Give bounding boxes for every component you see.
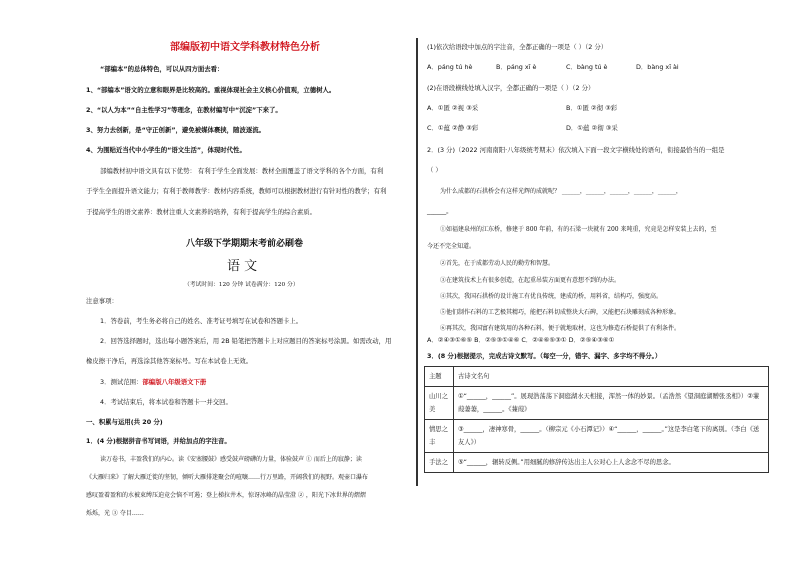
passage-line: 烁烁，光 ③ 夺目…… [86, 510, 144, 517]
advantages-line: 于学生全面提升语文能力；有利于教师教学：教材内容系统，教师可以根据教材进行有针对性的教学；有利 [86, 187, 387, 195]
question-2-paren: （ ） [427, 166, 442, 174]
q2-sentence: 今还不完全知道。 [427, 243, 476, 250]
point: 4、为围贴近当代中小学生的“语文生活”，体现时代性。 [86, 146, 246, 154]
q1-1-option-c: C．bàng tú è [566, 63, 608, 71]
q2-sentence: ④其次，我国石拱桥的设计施工有优良传统，建成的桥，用料省，结构巧，强度高。 [440, 293, 663, 300]
table-header-row [425, 367, 769, 387]
table-row [425, 420, 769, 453]
q1-1-option-d: D．bàng xī ài [636, 63, 679, 71]
table-row [425, 387, 769, 420]
question-1-1: (1)依次给语段中加点的字注音，全都正确的一项是（ ）（2 分） [427, 43, 608, 51]
q1-2-option-a: A．①匿 ②视 ③采 [427, 104, 479, 112]
q2-sentence: ②首先，在于成都劳动人民的勤劳和智慧。 [440, 260, 555, 267]
row-content: ③______，凄神寒骨，______。（柳宗元《小石潭记》）④“______，______。”这是李白笔下的离别。（李白《送友人》） [454, 420, 769, 453]
passage-line: 感叹盈着盈和的水被束缚压迫竟会恼不可遏；登上梯拉井木，惊讶冰峰的晶莹澄 ② ，阳光下冰世界的熠熠 [86, 492, 366, 499]
notice-3-label: 3．测试范围： [100, 378, 143, 386]
intro: “部编本”的总体特色，可以从四方面去看： [100, 65, 224, 73]
point: 1、“部编本”语文的立意和眼界是比较高的。重视体现社会主义核心价值观，立德树人。 [86, 86, 336, 94]
row-content: ⑤“______，辗转反侧。”用细腻的修辞传达出主人公对心上人念念不尽的思念。 [454, 453, 769, 473]
row-theme: 山川之美 [425, 387, 454, 420]
q1-2-option-d: D．①蕴 ②彻 ③采 [566, 124, 618, 132]
q2-sentence: ①如福建泉州的江东桥，修建于 800 年前，有的石梁一块就有 200 来吨重，究竟是怎样安装上去的，至 [440, 226, 717, 233]
question-3: 3．(8 分)根据提示，完成古诗文默写。（每空一分，错字、漏字、多字均不得分。） [427, 352, 662, 360]
header-content: 古诗文名句 [454, 367, 769, 387]
q2-question: 为什么成都的石拱桥会有这样光辉的成就呢？ ______，______，______，______，______， [440, 188, 682, 195]
doc-title: 部编版初中语文学科教材特色分析 [170, 42, 320, 53]
notice-3 [100, 378, 206, 386]
notice-1: 1．答卷前，考生务必将自己的姓名、准考证号填写在试卷和答题卡上。 [100, 317, 303, 325]
table-row [425, 453, 769, 473]
q2-options: A．②④③①⑥⑤ B．②⑤③①④⑥ C．②④⑥⑤③① D．②⑤④③⑥① [427, 336, 615, 344]
exam-info: （考试时间：120 分钟 试卷满分：120 分） [184, 282, 299, 288]
q1-1-option-a: A．páng tú hè [427, 63, 473, 71]
notice-label: 注意事项： [86, 297, 118, 305]
passage-line: 读万卷书，丰盈我们的内心。读《安塞腰鼓》感受鼓声磅礴的力量，体验鼓声 ① 而后上的寂静；读 [100, 456, 362, 463]
test-scope: 部编版八年级语文下册 [142, 378, 207, 386]
subject-title: 语 文 [227, 259, 258, 274]
section-heading: 一、积累与运用(共 20 分) [86, 418, 163, 426]
q2-blank-end: ______。 [427, 207, 453, 215]
question-1: 1．(4 分)根据拼音书写词语，并给加点的字注音。 [86, 437, 231, 445]
question-1-2: (2)在语段横线处填入汉字，全都正确的一项是（ ）（2 分） [427, 84, 595, 92]
passage-line: 《大雁归来》了解大雁迁徙的坚韧，倾听大雁排迷聚会的喧嚷……行万里路，开阔我们的视野。观壶口瀑布 [86, 474, 369, 481]
row-content: ①“______，______”。展现浩荡荡下洞庭湖水天相接，浑然一体的妙景。（孟浩然《望洞庭湖赠张丞相》）②蒹葭萋萋，______。《蒹葭》 [454, 387, 769, 420]
q2-sentence: ⑥再其次，我国富有建筑用的各种石料，便于就地取材，这也为修造石桥提供了有利条件。 [440, 325, 681, 332]
notice-2-cont: 橡皮擦干净后，再选涂其他答案标号。写在本试卷上无效。 [86, 357, 253, 365]
poetry-table [424, 366, 769, 473]
row-theme: 手法之 [425, 453, 454, 473]
point: 3、努力去创新，是“守正创新”，避免被媒体裹挟，随波逐流。 [86, 126, 266, 134]
row-theme: 情思之丰 [425, 420, 454, 453]
header-theme: 主题 [425, 367, 454, 387]
advantages-line: 部编教材初中语文具有以下优势： 有利于学生全面发展：教材全面覆盖了语文学科的各个方面，有利 [100, 167, 384, 175]
exam-title: 八年级下学期期末考前必刷卷 [186, 239, 304, 249]
q2-sentence: ③在建筑技术上有很多创造，在起重吊装方面更有意想不到的办法。 [440, 277, 621, 284]
notice-4: 4．考试结束后，将本试卷和答题卡一并交回。 [100, 398, 232, 406]
column-divider [416, 38, 418, 486]
point: 2、“以人为本”“自主性学习”等理念，在教材编写中“沉淀”下来了。 [86, 106, 282, 114]
q1-2-option-b: B．①匿 ②彻 ③彩 [566, 104, 618, 112]
q1-2-option-c: C．①蕴 ②静 ③彩 [427, 124, 479, 132]
q1-1-option-b: B．páng xī è [496, 63, 537, 71]
question-2: 2．(3 分)（2022 河南南阳·八年级统考期末）依次填入下面一段文字横线处的语句，衔接最恰当的一组是 [427, 146, 725, 154]
advantages-line: 于提高学生的语文素养：教材注重人文素养的培养，有利于提高学生的综合素质。 [86, 208, 317, 216]
q2-sentence: ⑤他们制作石料的工艺极其精巧，能把石料切成整块大石碑，又能把石块雕刻成各种形象。 [440, 309, 681, 316]
notice-2: 2．回答选择题时，选出每小题答案后，用 2B 铅笔把答题卡上对应题目的答案标号涂黑。如需改动，用 [100, 337, 392, 345]
